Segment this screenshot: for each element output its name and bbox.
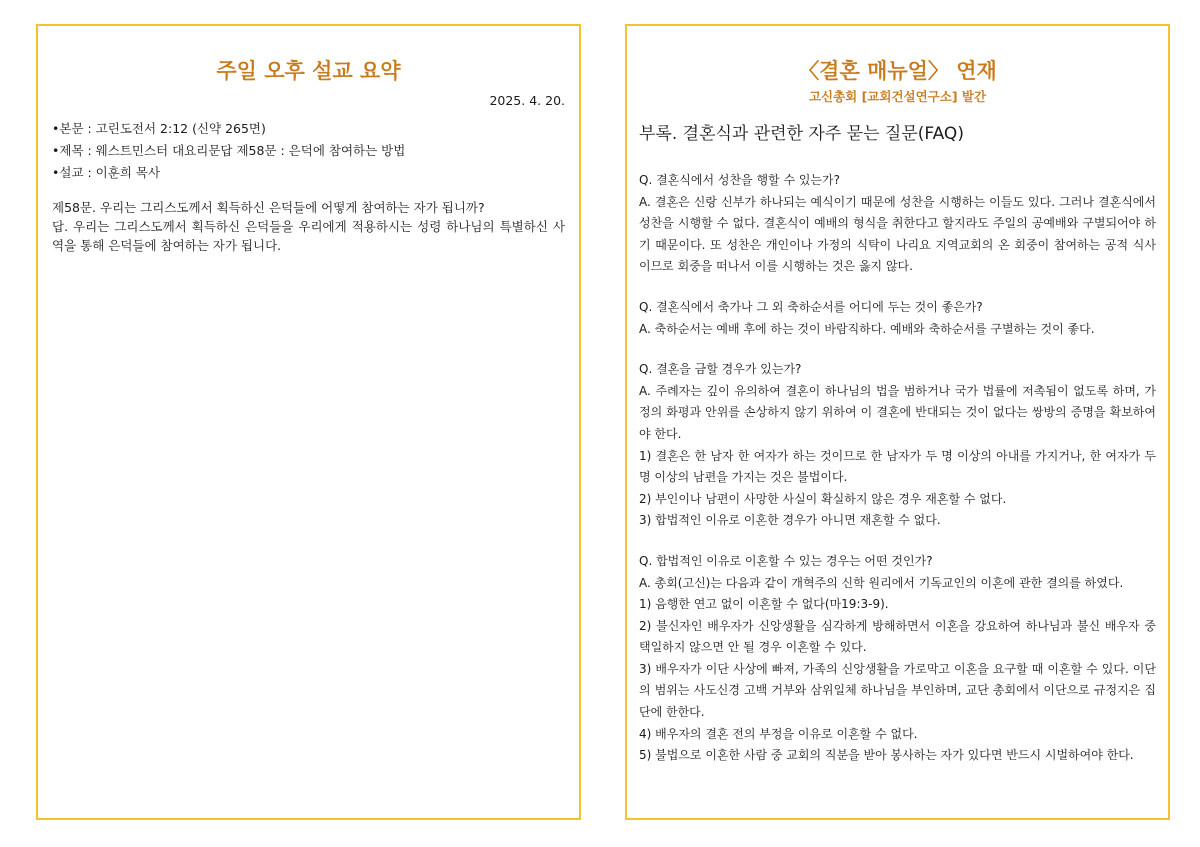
faq-answer: A. 결혼은 신랑 신부가 하나되는 예식이기 때문에 성찬을 시행하는 이들도 있다. 그러나 결혼식에서 성찬을 시행할 수 없다. 결혼식이 예배의 형식을 취한다고 할지라도 주일의 공예배와 구별되어야 하기 때문이다. 또 성찬은 개인이나 가정의 식탁이 나리요 지역교회의 온 회중이 참여하는 공적 식사이므로 회중을 떠나서 이를 시행하는 것은 옳지 않다. [639, 194, 1156, 274]
faq-answer-point: 4) 배우자의 결혼 전의 부정을 이유로 이혼할 수 없다. [639, 726, 918, 741]
faq-item [639, 170, 1156, 278]
faq-question: Q. 합법적인 이유로 이혼할 수 있는 경우는 어떤 것인가? [639, 553, 933, 568]
faq-question: Q. 결혼을 금할 경우가 있는가? [639, 362, 802, 377]
sermon-preacher: •설교 : 이훈희 목사 [52, 165, 161, 180]
faq-answer: A. 축하순서는 예배 후에 하는 것이 바람직하다. 예배와 축하순서를 구별하는 것이 좋다. [639, 321, 1095, 336]
manual-subtitle: 고신총회 [교회건설연구소] 발간 [808, 89, 987, 104]
faq-answer-point: 3) 합법적인 이유로 이혼한 경우가 아니면 재혼할 수 없다. [639, 513, 941, 528]
sermon-passage: •본문 : 고린도전서 2:12 (신약 265면) [52, 121, 266, 136]
faq-answer-point: 5) 불법으로 이혼한 사람 중 교회의 직분을 받아 봉사하는 자가 있다면 반드시 시벌하여야 한다. [639, 748, 1134, 763]
faq-item [639, 297, 1156, 340]
marriage-manual-page [625, 24, 1170, 820]
sermon-subject: •제목 : 웨스트민스터 대요리문답 제58문 : 은덕에 참여하는 방법 [52, 143, 406, 158]
faq-question: Q. 결혼식에서 축가나 그 외 축하순서를 어디에 두는 것이 좋은가? [639, 299, 983, 314]
faq-answer: A. 주례자는 깊이 유의하여 결혼이 하나님의 법을 범하거나 국가 법률에 저촉됨이 없도록 하며, 가정의 화평과 안위를 손상하지 않기 위하여 이 결혼에 반대되는 것이 없다는 쌍방의 증명을 확보하여야 한다. [639, 383, 1156, 441]
sermon-summary-page [36, 24, 581, 820]
faq-answer: A. 총회(고신)는 다음과 같이 개혁주의 신학 원리에서 기독교인의 이혼에 관한 결의를 하였다. [639, 575, 1124, 590]
manual-title: 〈결혼 매뉴얼〉 연재 [798, 59, 997, 83]
faq-section-title: 부록. 결혼식과 관련한 자주 묻는 질문(FAQ) [639, 124, 964, 144]
faq-answer-point: 3) 배우자가 이단 사상에 빠져, 가족의 신앙생활을 가로막고 이혼을 요구할 때 이혼할 수 있다. 이단의 범위는 사도신경 고백 거부와 삼위일체 하나님을 부인하며, 교단 총회에서 이단으로 규정지은 집단에 한한다. [639, 661, 1156, 720]
faq-answer-point: 2) 불신자인 배우자가 신앙생활을 심각하게 방해하면서 이혼을 강요하여 하나님과 불신 배우자 중 택일하지 않으면 안 될 경우 이혼할 수 있다. [639, 618, 1156, 655]
sermon-meta-list [52, 118, 565, 184]
faq-item [639, 551, 1156, 767]
faq-answer-point: 1) 결혼은 한 남자 한 여자가 하는 것이므로 한 남자가 두 명 이상의 아내를 가지거나, 한 여자가 두 명 이상의 남편을 가지는 것은 불법이다. [639, 448, 1156, 485]
sermon-title: 주일 오후 설교 요약 [216, 59, 401, 83]
sermon-date: 2025. 4. 20. [489, 93, 565, 108]
faq-answer-point: 2) 부인이나 남편이 사망한 사실이 확실하지 않은 경우 재혼할 수 없다. [639, 491, 1007, 506]
faq-answer-point: 1) 음행한 연고 없이 이혼할 수 없다(마19:3-9). [639, 597, 889, 612]
catechism-question: 제58문. 우리는 그리스도께서 획득하신 은덕들에 어떻게 참여하는 자가 됩니까? [52, 200, 485, 215]
catechism-answer: 답. 우리는 그리스도께서 획득하신 은덕들을 우리에게 적용하시는 성령 하나님의 특별하신 사역을 통해 은덕들에 참여하는 자가 됩니다. [52, 219, 565, 253]
faq-item [639, 359, 1156, 532]
faq-question: Q. 결혼식에서 성찬을 행할 수 있는가? [639, 173, 840, 187]
